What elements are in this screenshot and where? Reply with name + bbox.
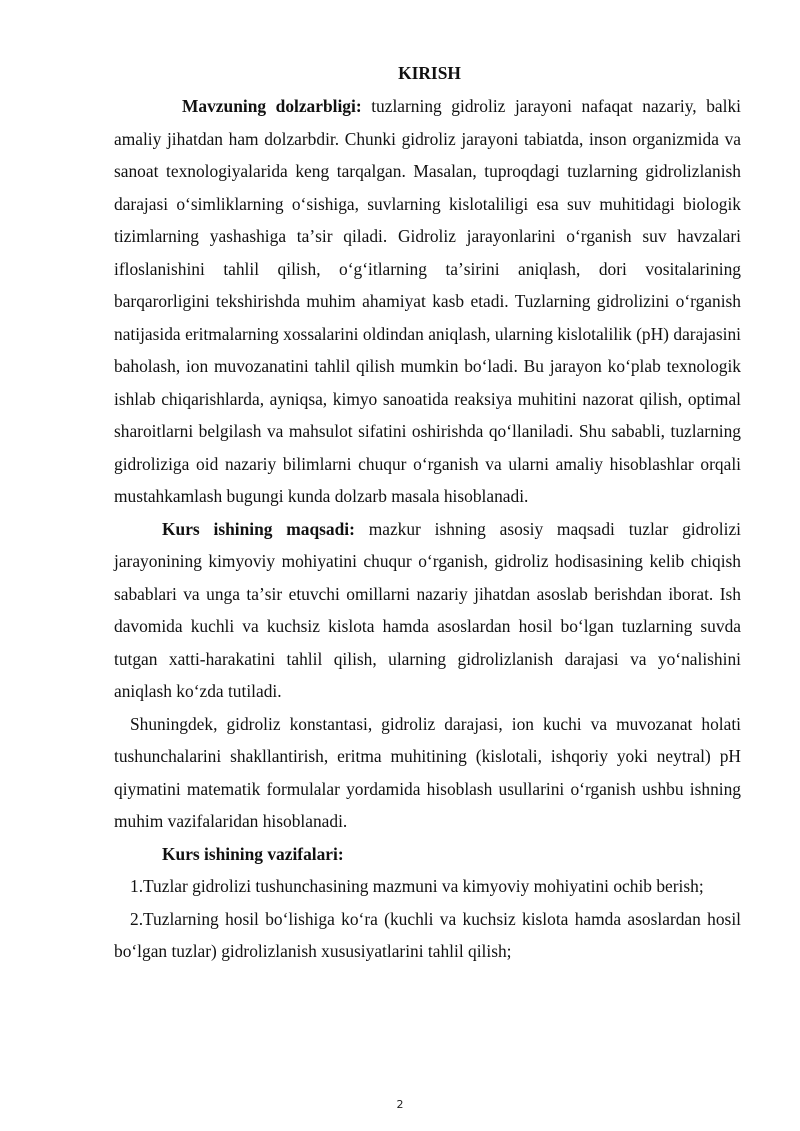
additional-paragraph: Shuningdek, gidroliz konstantasi, gidroliz darajasi, ion kuchi va muvozanat holati tushunchalarini shakllantirish, eritma muhitining (kislotali, ishqoriy yoki neytral) pH qiymatini matematik formulalar yordamida hisoblash usullarini oʻrganish ushbu ishning muhim vazifalaridan hisoblanadi. xyxy=(114,713,741,831)
page-number: 2 xyxy=(396,1098,404,1111)
task-item: 2.Tuzlarning hosil boʻlishiga koʻra (kuchli va kuchsiz kislota hamda asoslardan hosil boʻlgan tuzlar) gidrolizlanish xususiyatlarini tahlil qilish; xyxy=(114,908,741,961)
task-item: 1.Tuzlar gidrolizi tushunchasining mazmuni va kimyoviy mohiyatini ochib berish; xyxy=(130,876,704,896)
relevance-heading: Mavzuning dolzarbligi: xyxy=(182,96,362,116)
goal-heading: Kurs ishining maqsadi: xyxy=(162,518,355,539)
relevance-text: tuzlarning gidroliz jarayoni nafaqat nazariy, balki amaliy jihatdan ham dolzarbdir. Chunki gidroliz jarayoni tabiatda, inson organizmida va sanoat texnologiyalarida keng tarqalgan. Masalan, tuproqdagi tuzlarning gidrolizlanish darajasi oʻsimliklarning oʻsishiga, suvlarning kislotaliligi esa suv muhitidagi biologik tizimlarning yashashiga taʼsir qiladi. Gidroliz jarayonlarini oʻrganish suv havzalari ifloslanishini tahlil qilish, oʻgʻitlarning taʼsirini aniqlash, dori vositalarining barqarorligini tekshirishda muhim ahamiyat kasb etadi. Tuzlarning gidrolizini oʻrganish natijasida eritmalarning xossalarini oldindan aniqlash, ularning kislotalilik (pH) darajasini baholash, ion muvozanatini tahlil qilish mumkin boʻladi. Bu jarayon koʻplab texnologik ishlab chiqarishlarda, ayniqsa, kimyo sanoatida reaksiya muhitini nazorat qilish, optimal sharoitlarni belgilash va mahsulot sifatini oshirishda qoʻllaniladi. Shu sababli, tuzlarning gidroliziga oid nazariy bilimlarni chuqur oʻrganish va ularni amaliy hisoblashlar orqali mustahkamlash bugungi kunda dolzarb masala hisoblanadi. xyxy=(114,96,741,506)
relevance-paragraph xyxy=(114,90,741,513)
tasks-heading: Kurs ishining vazifalari: xyxy=(162,843,344,864)
goal-text: mazkur ishning asosiy maqsadi tuzlar gidrolizi jarayonining kimyoviy mohiyatini chuqur oʻrganish, gidroliz hodisasining kelib chiqish sabablari va unga taʼsir etuvchi omillarni nazariy jihatdan asoslab berishdan iborat. Ish davomida kuchli va kuchsiz kislota hamda asoslardan hosil boʻlgan tuzlarning suvda tutgan xatti-harakatini tahlil qilish, ularning gidrolizlanish darajasi va yoʻnalishini aniqlash koʻzda tutiladi. xyxy=(114,518,742,701)
document-page xyxy=(114,62,741,968)
goal-paragraph xyxy=(114,513,741,708)
page-title: KIRISH xyxy=(398,63,461,83)
